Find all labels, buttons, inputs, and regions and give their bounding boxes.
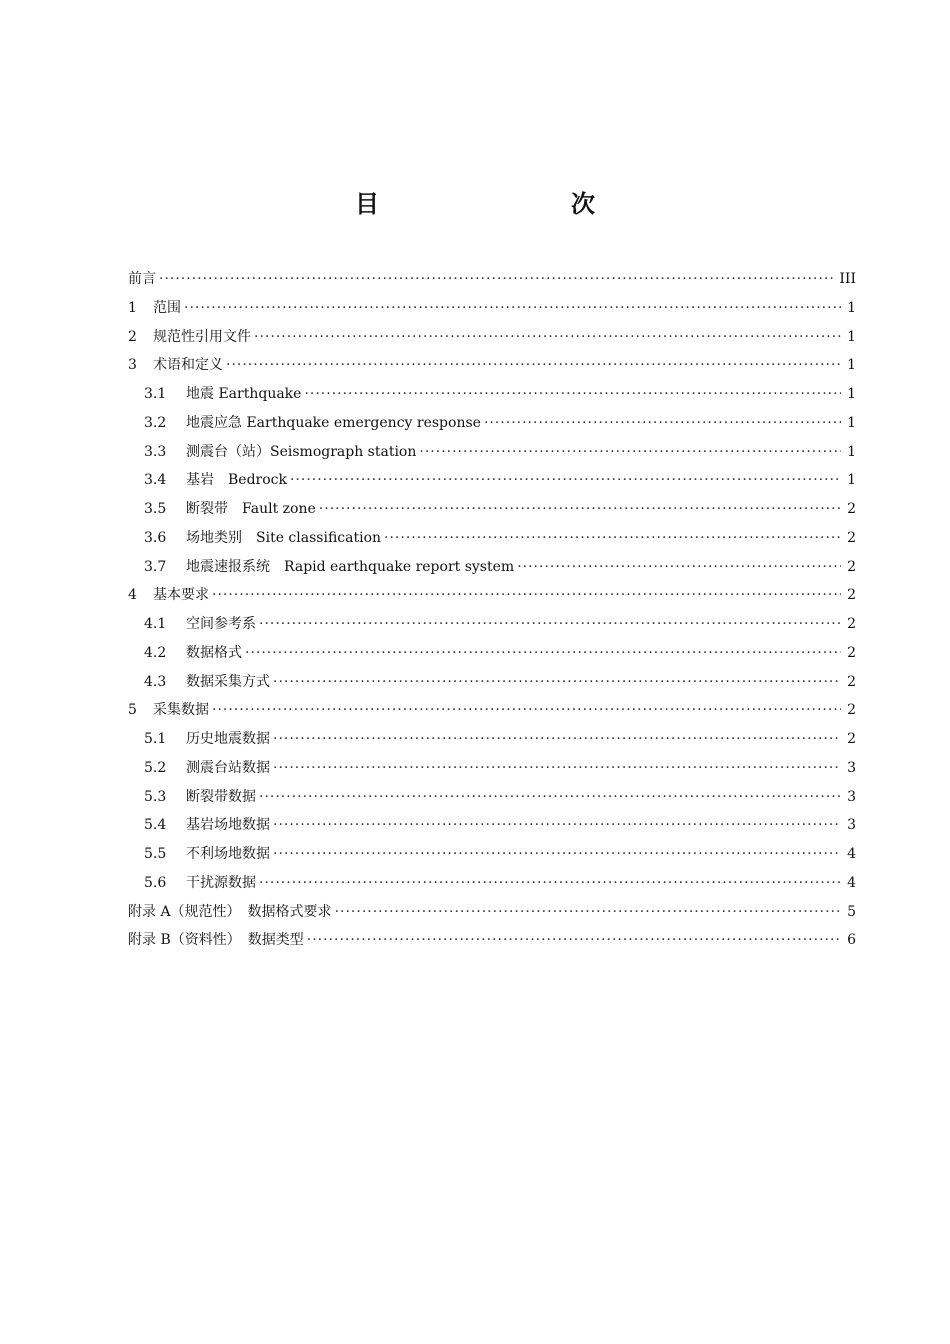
toc-entry-label: 附录 B（资料性） 数据类型: [128, 932, 304, 949]
toc-entry-number: 5: [128, 702, 137, 719]
toc-entry-number: 3.4: [144, 472, 167, 489]
toc-entry-number: 5.2: [144, 759, 167, 776]
table-of-contents: [128, 265, 856, 955]
toc-entry-page: 2: [847, 616, 856, 632]
toc-entry-page: 1: [847, 443, 856, 460]
dot-leader: [273, 811, 841, 840]
dot-leader: [419, 438, 841, 467]
toc-entry-5-3[interactable]: [128, 783, 856, 812]
toc-entry-label: 干扰源数据: [186, 874, 256, 891]
toc-entry-3-7[interactable]: [128, 553, 856, 582]
dot-leader: [273, 725, 841, 754]
toc-entry-number: 4.1: [144, 616, 167, 632]
toc-entry-label: 采集数据: [153, 702, 209, 719]
toc-entry-label: 术语和定义: [153, 357, 223, 374]
toc-entry-number: 4.3: [144, 673, 167, 690]
dot-leader: [335, 898, 841, 927]
toc-entry-label: 历史地震数据: [186, 731, 270, 747]
toc-entry-appendix-a[interactable]: [128, 898, 856, 927]
toc-entry-label: 基本要求: [153, 587, 209, 604]
toc-entry-label: 地震 Earthquake: [186, 386, 302, 402]
toc-entry-label: 测震台站数据: [186, 759, 270, 776]
toc-entry-5-1[interactable]: [128, 725, 856, 754]
dot-leader: [159, 265, 836, 294]
toc-entry-4-2[interactable]: [128, 639, 856, 668]
dot-leader: [304, 380, 841, 409]
dot-leader: [245, 639, 841, 668]
toc-entry-1[interactable]: [128, 294, 856, 323]
toc-entry-4-3[interactable]: [128, 668, 856, 697]
toc-entry-page: 2: [847, 673, 856, 690]
toc-entry-3-5[interactable]: [128, 495, 856, 524]
dot-leader: [226, 351, 841, 380]
toc-entry-page: 2: [847, 702, 856, 719]
dot-leader: [273, 840, 841, 869]
dot-leader: [273, 668, 841, 697]
toc-entry-3-6[interactable]: [128, 524, 856, 553]
toc-entry-number: 3.6: [144, 529, 167, 546]
toc-entry-number: 4.2: [144, 644, 167, 661]
toc-entry-label: 场地类别 Site classification: [186, 529, 382, 546]
dot-leader: [517, 553, 841, 582]
dot-leader: [259, 869, 841, 898]
dot-leader: [184, 294, 841, 323]
toc-entry-page: 3: [847, 788, 856, 805]
toc-entry-number: 5.1: [144, 731, 167, 747]
toc-entry-number: 3.1: [144, 386, 167, 402]
toc-entry-4[interactable]: [128, 581, 856, 610]
toc-entry-number: 5.4: [144, 817, 167, 834]
toc-entry-label: 数据采集方式: [186, 673, 270, 690]
toc-entry-label: 不利场地数据: [186, 846, 270, 862]
dot-leader: [212, 581, 841, 610]
toc-entry-number: 3.7: [144, 558, 167, 575]
toc-entry-page: 1: [847, 299, 856, 316]
toc-entry-label: 数据格式: [186, 644, 242, 661]
toc-entry-4-1[interactable]: [128, 610, 856, 639]
toc-entry-3-1[interactable]: [128, 380, 856, 409]
toc-entry-label: 断裂带 Fault zone: [186, 501, 316, 517]
dot-leader: [290, 466, 841, 495]
toc-entry-page: 1: [847, 472, 856, 489]
toc-entry-page: 2: [847, 644, 856, 661]
dot-leader: [273, 754, 841, 783]
toc-entry-label: 附录 A（规范性） 数据格式要求: [128, 903, 332, 920]
toc-entry-5[interactable]: [128, 696, 856, 725]
dot-leader: [212, 696, 841, 725]
toc-entry-page: 1: [847, 357, 856, 374]
toc-title: 目 次: [355, 190, 643, 218]
toc-entry-label: 规范性引用文件: [153, 328, 251, 345]
toc-entry-number: 3.2: [144, 414, 167, 431]
toc-entry-label: 基岩 Bedrock: [186, 472, 287, 489]
dot-leader: [319, 495, 841, 524]
toc-entry-page: 3: [847, 759, 856, 776]
dot-leader: [254, 323, 841, 352]
dot-leader: [259, 783, 841, 812]
toc-entry-5-4[interactable]: [128, 811, 856, 840]
dot-leader: [307, 926, 841, 955]
toc-entry-3-2[interactable]: [128, 409, 856, 438]
toc-entry-3-3[interactable]: [128, 438, 856, 467]
toc-entry-page: 1: [847, 414, 856, 431]
toc-entry-number: 3.3: [144, 443, 167, 460]
toc-entry-page: 4: [847, 874, 856, 891]
toc-entry-number: 5.3: [144, 788, 167, 805]
toc-entry-number: 3: [128, 357, 137, 374]
toc-entry-5-6[interactable]: [128, 869, 856, 898]
toc-entry-number: 4: [128, 587, 137, 604]
toc-entry-page: 5: [847, 903, 856, 920]
toc-entry-appendix-b[interactable]: [128, 926, 856, 955]
toc-entry-page: 1: [847, 328, 856, 345]
dot-leader: [484, 409, 841, 438]
toc-entry-page: 2: [847, 501, 856, 517]
toc-entry-page: 2: [847, 587, 856, 604]
toc-entry-2[interactable]: [128, 323, 856, 352]
dot-leader: [259, 610, 841, 639]
dot-leader: [384, 524, 841, 553]
toc-entry-label: 地震速报系统 Rapid earthquake report system: [186, 558, 515, 575]
toc-entry-page: III: [839, 271, 856, 287]
toc-entry-label: 断裂带数据: [186, 788, 256, 805]
toc-entry-page: 2: [847, 731, 856, 747]
toc-entry-page: 3: [847, 817, 856, 834]
toc-entry-number: 5.6: [144, 874, 167, 891]
toc-entry-number: 5.5: [144, 846, 167, 862]
toc-entry-5-5[interactable]: [128, 840, 856, 869]
toc-entry-page: 2: [847, 529, 856, 546]
toc-entry-3-4[interactable]: [128, 466, 856, 495]
toc-entry-5-2[interactable]: [128, 754, 856, 783]
toc-entry-label: 范围: [153, 299, 181, 316]
toc-entry-page: 4: [847, 846, 856, 862]
toc-entry-foreword[interactable]: [128, 265, 856, 294]
toc-entry-page: 6: [847, 932, 856, 949]
toc-entry-label: 前言: [128, 271, 156, 287]
toc-entry-label: 基岩场地数据: [186, 817, 270, 834]
toc-entry-page: 1: [847, 386, 856, 402]
toc-entry-page: 2: [847, 558, 856, 575]
toc-entry-label: 测震台（站）Seismograph station: [186, 443, 417, 460]
toc-entry-number: 3.5: [144, 501, 167, 517]
toc-entry-number: 1: [128, 299, 137, 316]
toc-entry-3[interactable]: [128, 351, 856, 380]
toc-entry-number: 2: [128, 328, 137, 345]
toc-entry-label: 空间参考系: [186, 616, 256, 632]
toc-entry-label: 地震应急 Earthquake emergency response: [186, 414, 481, 431]
